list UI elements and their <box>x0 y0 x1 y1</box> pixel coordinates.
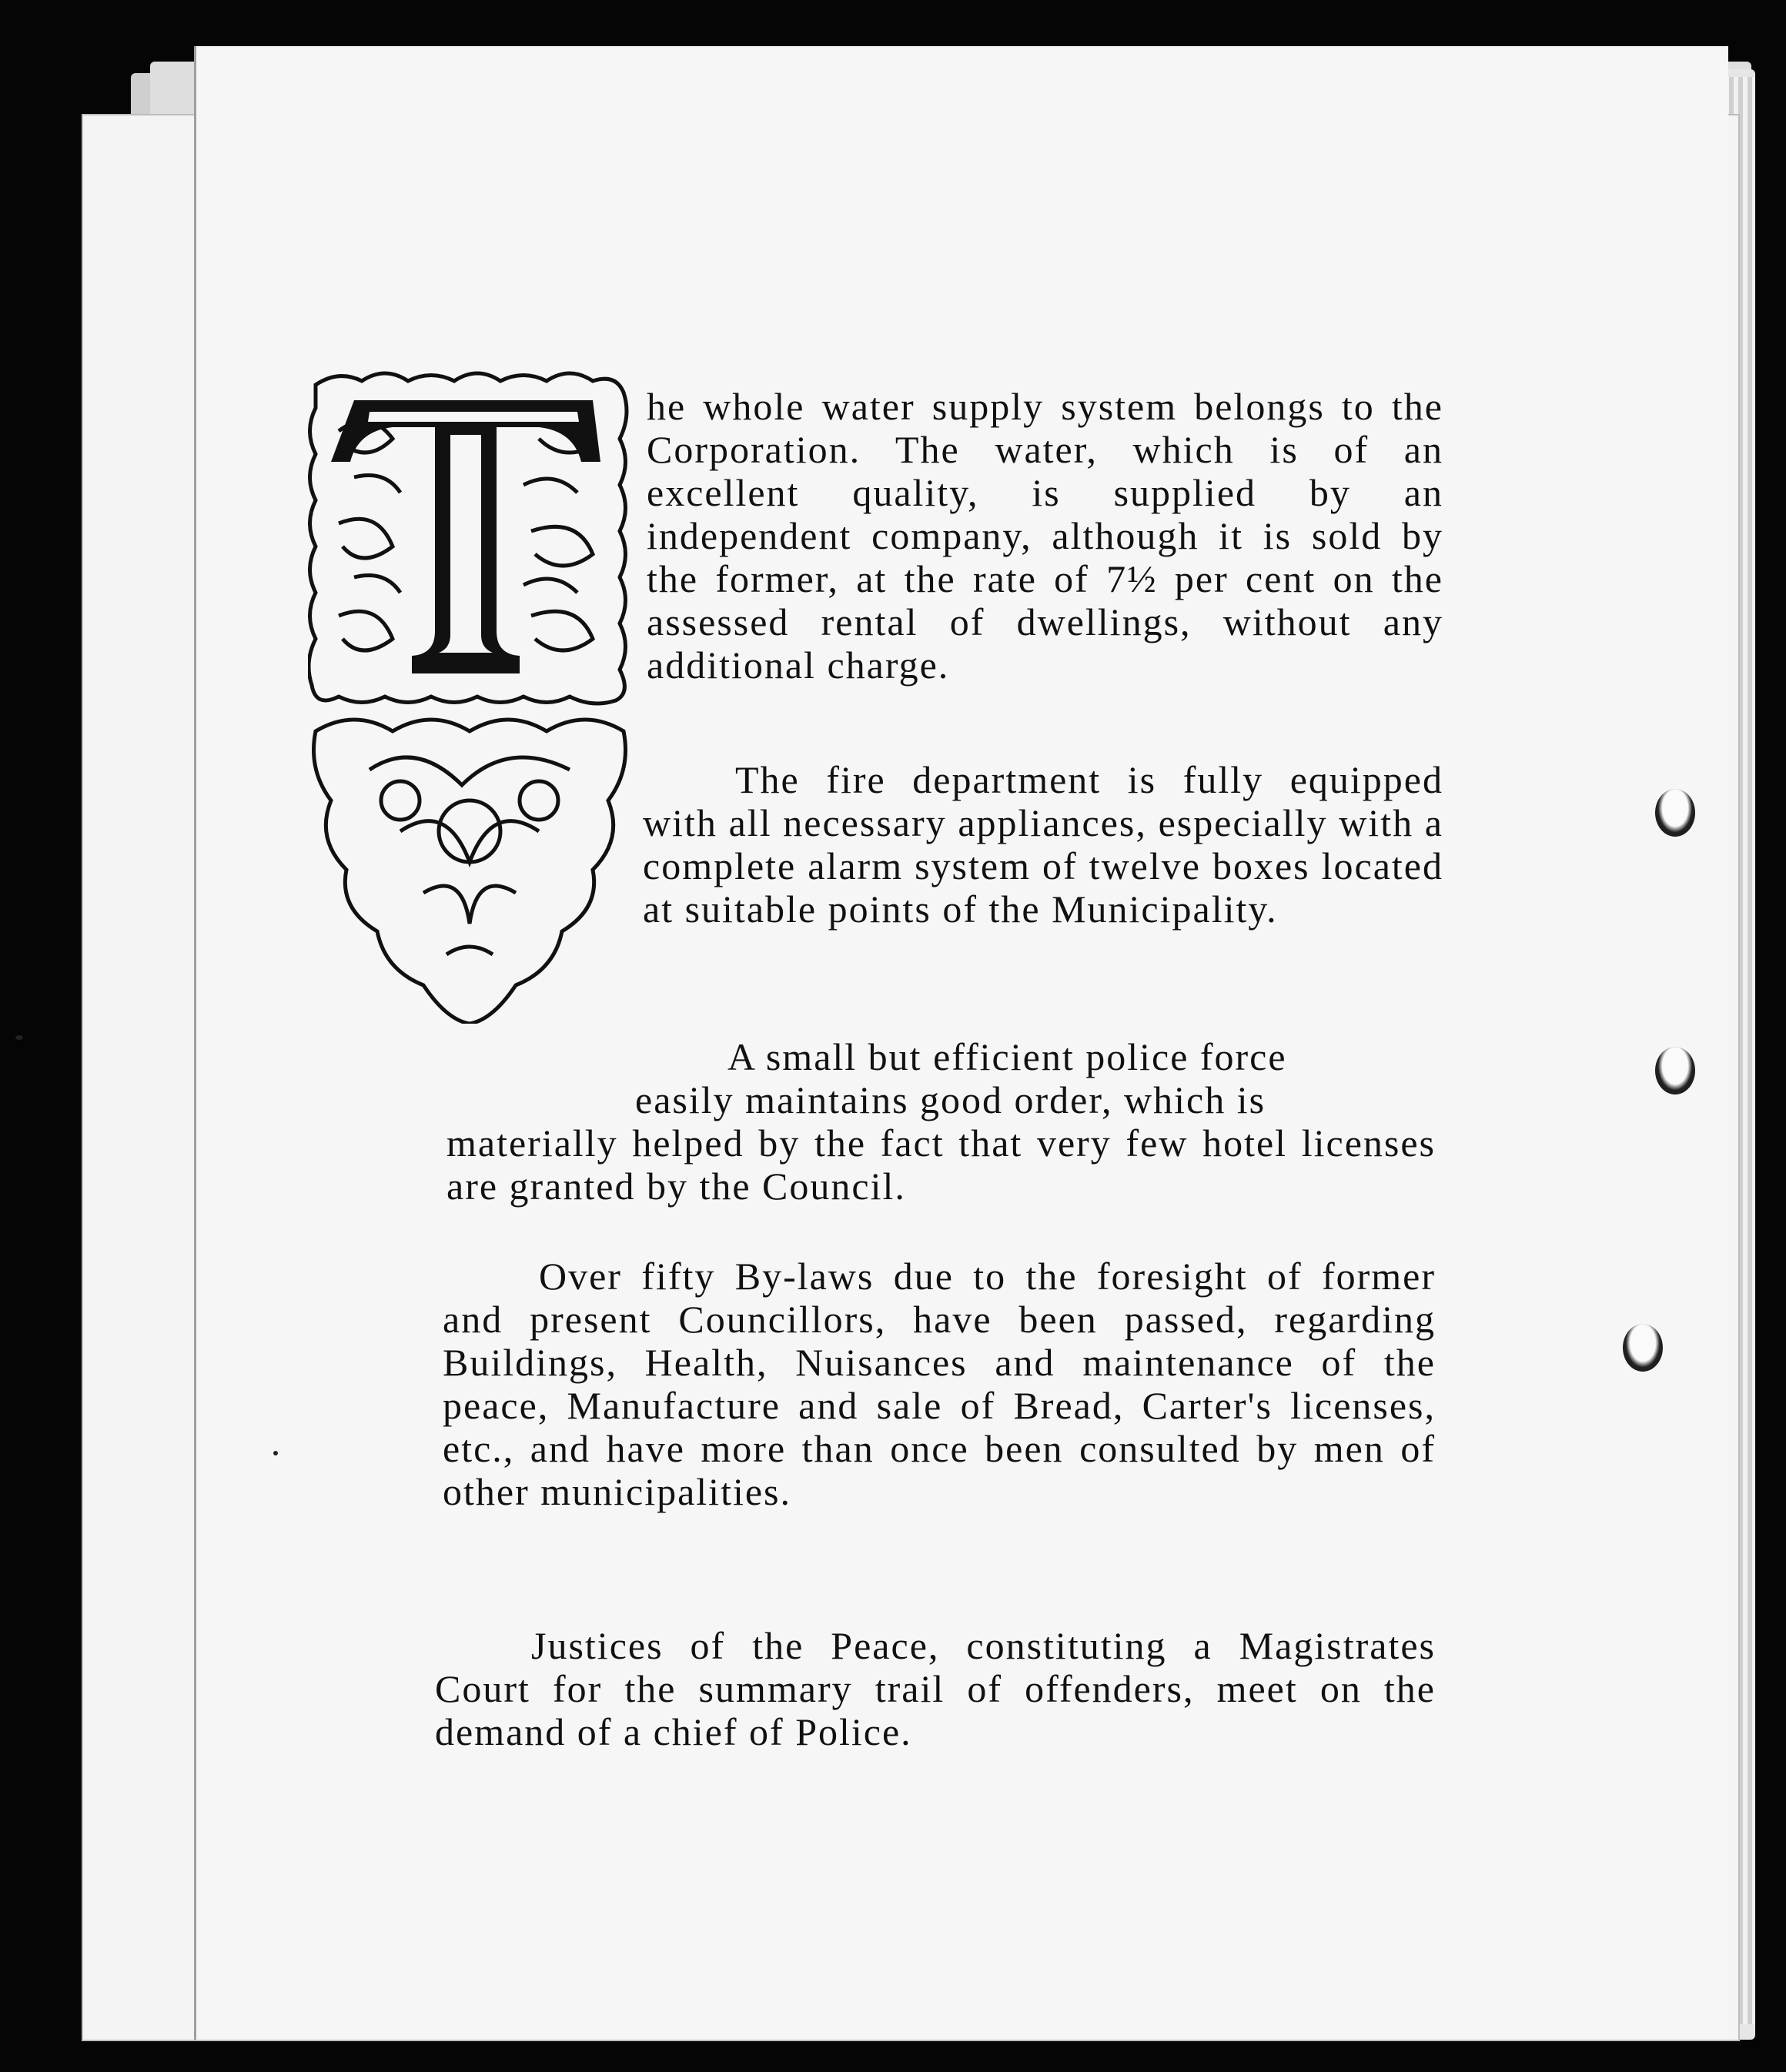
paragraph-text: Justices of the Peace, constituting a Magistrates Court for the summary trail of offenders, meet on the demand of a chief of Police. <box>435 1624 1436 1753</box>
paragraph-text: he whole water supply system belongs to the Corporation. The water, which is of an excellent quality, is supplied by an independent company, although it is sold by the former, at the rate of 7½ per cent on the assessed rental of dwellings, without any additional charge. <box>647 385 1443 687</box>
paragraph-line: easily maintains good order, which is <box>635 1078 1266 1121</box>
paragraph-water-supply <box>647 385 1443 687</box>
scan-speck <box>273 1451 278 1455</box>
ornamental-drop-cap <box>308 369 631 1024</box>
paragraph-by-laws <box>443 1255 1436 1513</box>
paragraph-text: Over fifty By-laws due to the foresight of former and present Councillors, have been passed, regarding Buildings, Health, Nuisances and maintenance of the peace, Manufacture and sale of Bread, Carter's licenses, etc., and have more than once been consulted by men of other municipalities. <box>443 1255 1436 1513</box>
punch-hole <box>1655 789 1695 837</box>
paragraph-fire-department <box>643 758 1443 931</box>
paragraph-line: materially helped by the fact that very few hotel licenses are granted by the Council. <box>446 1121 1436 1208</box>
punch-hole <box>1623 1324 1663 1372</box>
paragraph-line: A small but efficient police force <box>727 1035 1287 1078</box>
paragraph-police-force <box>446 1035 1436 1208</box>
paragraph-text: The fire department is fully equipped with all necessary appliances, especially with a complete alarm system of twelve boxes located at suitable points of the Municipality. <box>643 758 1443 931</box>
paragraph-justices <box>435 1624 1436 1753</box>
punch-hole <box>1655 1047 1695 1094</box>
scan-speck <box>15 1035 23 1040</box>
